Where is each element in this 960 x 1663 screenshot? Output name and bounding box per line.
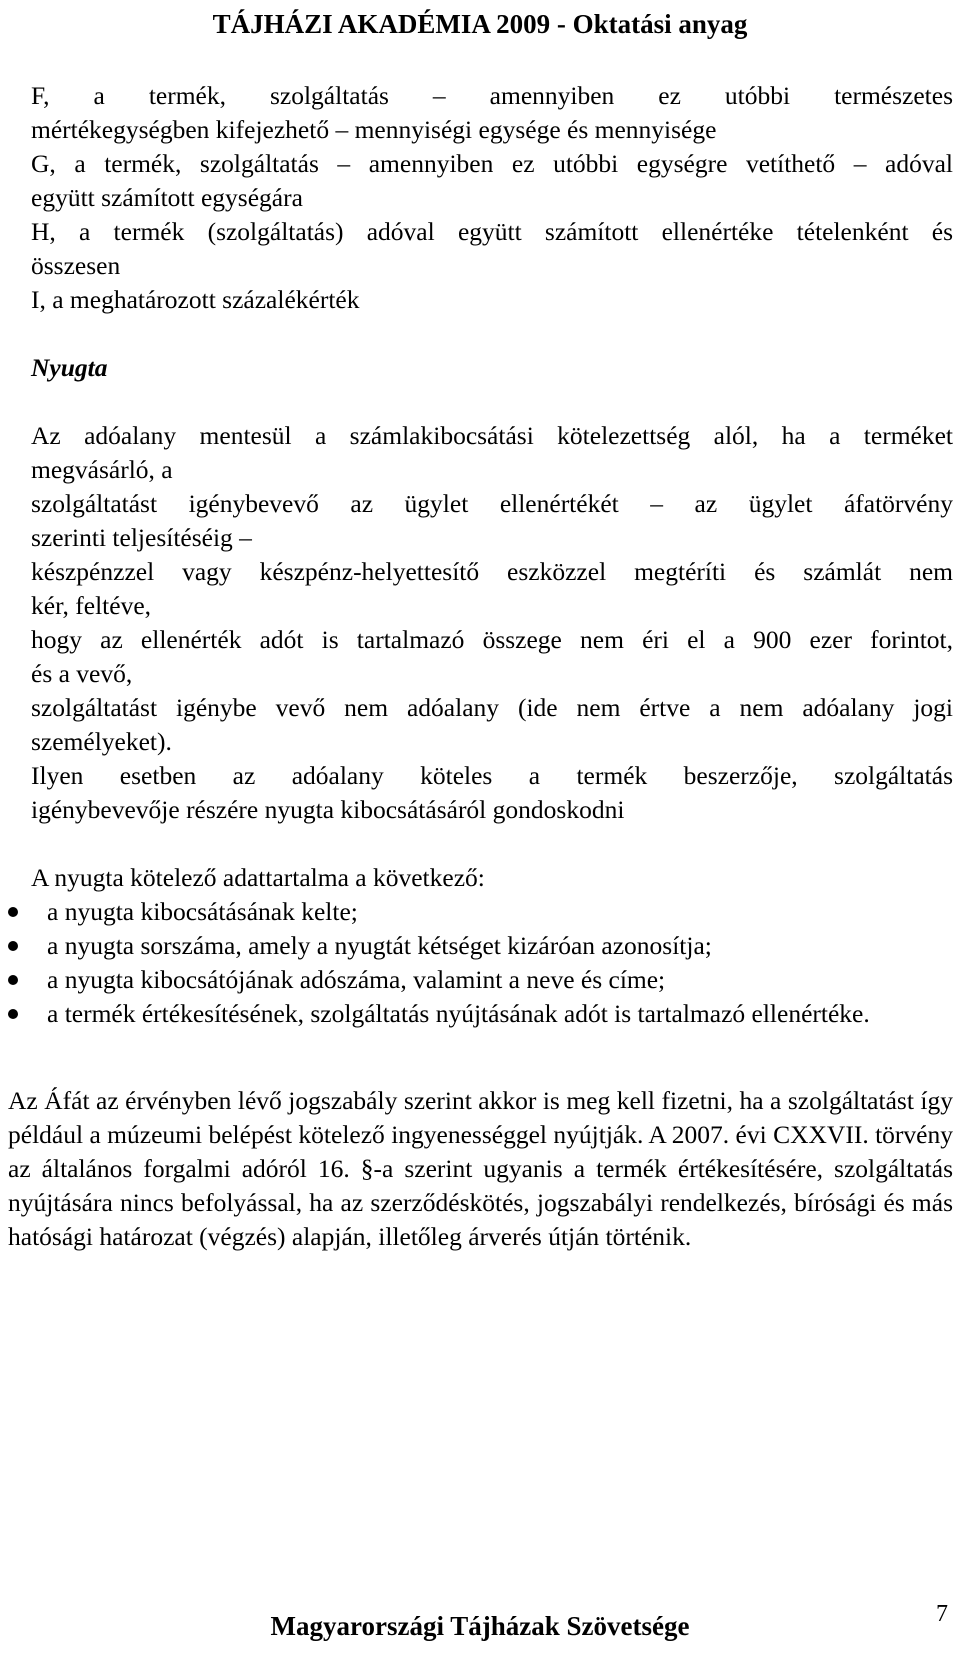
document-body [31,79,953,1031]
page-header: TÁJHÁZI AKADÉMIA 2009 - Oktatási anyag [212,9,748,39]
page-number: 7 [936,1601,948,1627]
nyugta-para-2-line2: szerinti teljesítéséig – [31,523,252,552]
nyugta-para-2-line1: szolgáltatást igénybevevő az ügylet ellenértékét – az ügylet áfatörvény [31,489,953,518]
nyugta-para-1-line2: megvásárló, a [31,455,173,484]
item-f-line1: F, a termék, szolgáltatás – amennyiben ez utóbbi természetes [31,81,953,110]
spacer [31,827,953,861]
nyugta-para-3-line1: készpénzzel vagy készpénz-helyettesítő eszközzel megtéríti és számlát nem [31,557,953,586]
nyugta-para-4-line1: hogy az ellenérték adót is tartalmazó összege nem éri el a 900 ezer forintot, [31,625,953,654]
nyugta-para-6-line1: Ilyen esetben az adóalany köteles a termék beszerzője, szolgáltatás [31,761,953,790]
nyugta-para-5-line2: személyeket). [31,727,172,756]
item-h-line1: H, a termék (szolgáltatás) adóval együtt számított ellenértéke tételenként és [31,217,953,246]
list-item: a nyugta kibocsátójának adószáma, valamint a neve és címe; [31,963,953,997]
section-heading-nyugta: Nyugta [31,353,108,382]
required-content-intro: A nyugta kötelező adattartalma a következő: [31,863,485,892]
nyugta-para-5-line1: szolgáltatást igénybe vevő nem adóalany (ide nem értve a nem adóalany jogi [31,693,953,722]
nyugta-para-3-line2: kér, feltéve, [31,591,152,620]
required-content-list [31,895,953,1031]
list-item: a nyugta sorszáma, amely a nyugtát kétséget kizáróan azonosítja; [31,929,953,963]
item-i: I, a meghatározott százalékérték [31,285,360,314]
nyugta-para-6-line2: igénybevevője részére nyugta kibocsátásáról gondoskodni [31,795,625,824]
item-g-line1: G, a termék, szolgáltatás – amennyiben ez utóbbi egységre vetíthető – adóval [31,149,953,178]
footer-organization: Magyarországi Tájházak Szövetsége [270,1611,690,1641]
item-g-line2: együtt számított egységára [31,183,303,212]
item-h-line2: összesen [31,251,121,280]
item-f-line2: mértékegységben kifejezhető – mennyiségi egysége és mennyisége [31,115,717,144]
afa-paragraph: Az Áfát az érvényben lévő jogszabály szerint akkor is meg kell fizetni, ha a szolgáltatást így például a múzeumi belépést kötelező ingyenességgel nyújtják. A 2007. évi CXXVII. törvény az általános forgalmi adóról 16. §-a szerint ugyanis a termék értékesítésére, szolgáltatás nyújtására nincs befolyással, ha az szerződéskötés, jogszabályi rendelkezés, bírósági és más hatósági határozat (végzés) alapján, illetőleg árverés útján történik. [8,1086,953,1251]
list-item: a nyugta kibocsátásának kelte; [31,895,953,929]
nyugta-para-1-line1: Az adóalany mentesül a számlakibocsátási kötelezettség alól, ha a terméket [31,421,953,450]
list-item: a termék értékesítésének, szolgáltatás nyújtásának adót is tartalmazó ellenértéke. [31,997,953,1031]
nyugta-para-4-line2: és a vevő, [31,659,133,688]
